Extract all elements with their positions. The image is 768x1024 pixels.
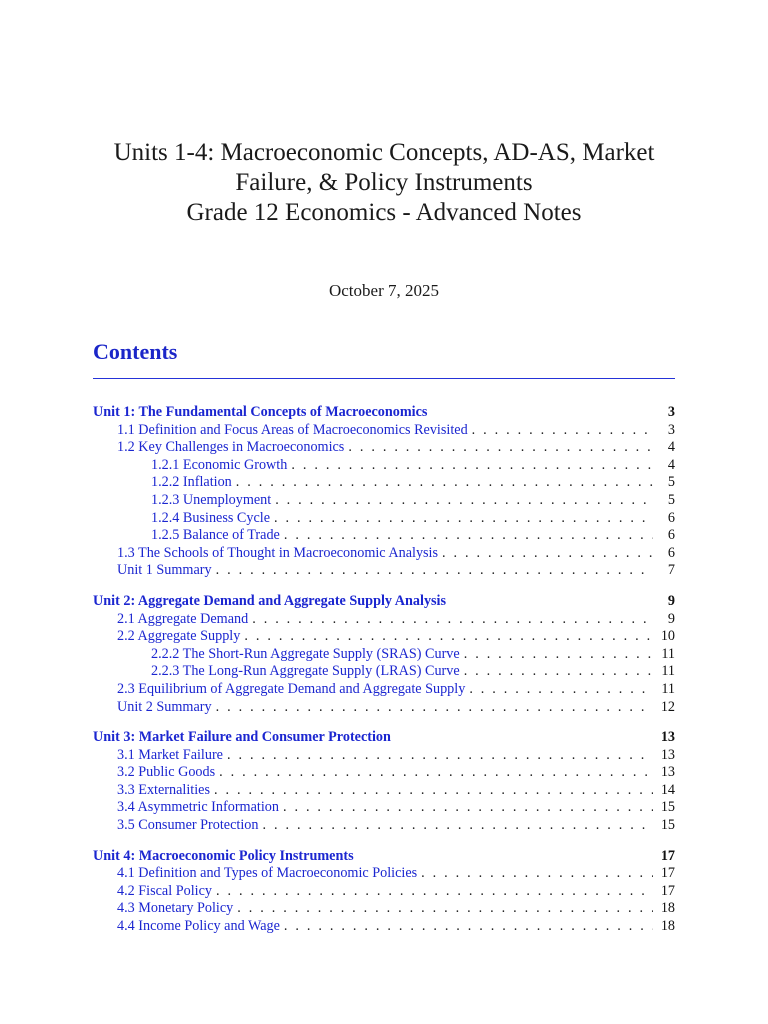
toc-dot-leader — [262, 817, 653, 835]
title-line-1: Units 1-4: Macroeconomic Concepts, AD-AS, Market — [113, 139, 655, 166]
toc-section-entry[interactable] — [93, 562, 675, 580]
toc-page-number: 6 — [667, 544, 675, 561]
toc-page-number: 17 — [660, 865, 675, 882]
toc-entry-label: 1.2 Key Challenges in Macroeconomics — [117, 439, 345, 456]
toc-page-number: 3 — [667, 404, 675, 420]
toc-dot-leader — [284, 527, 653, 545]
toc-subsection-entry[interactable] — [93, 457, 675, 475]
toc-section-entry[interactable] — [93, 817, 675, 835]
toc-section-entry[interactable] — [93, 628, 675, 646]
toc-section-entry[interactable] — [93, 699, 675, 717]
toc-entry-label: 1.2.2 Inflation — [151, 474, 232, 491]
toc-unit-entry[interactable] — [93, 404, 675, 422]
title-line-3: Grade 12 Economics - Advanced Notes — [186, 199, 582, 226]
toc-entry-label: Unit 3: Market Failure and Consumer Protection — [93, 729, 391, 746]
toc-section-entry[interactable] — [93, 764, 675, 782]
toc-entry-label: Unit 4: Macroeconomic Policy Instruments — [93, 847, 354, 864]
toc-dot-leader — [244, 628, 653, 646]
toc-dot-leader — [472, 422, 653, 440]
toc-entry-label: Unit 1 Summary — [117, 562, 212, 579]
toc-entry-label: 4.2 Fiscal Policy — [117, 882, 212, 899]
toc-entry-label: 3.4 Asymmetric Information — [117, 799, 279, 816]
toc-section-entry[interactable] — [93, 681, 675, 699]
toc-page-number: 12 — [660, 698, 675, 715]
toc-subsection-entry[interactable] — [93, 510, 675, 528]
toc-subsection-entry[interactable] — [93, 663, 675, 681]
toc-dot-leader — [291, 457, 653, 475]
toc-page-number: 7 — [667, 562, 675, 579]
toc-entry-label: 4.4 Income Policy and Wage — [117, 918, 280, 935]
toc-entry-label: 3.1 Market Failure — [117, 746, 223, 763]
toc-section-entry[interactable] — [93, 439, 675, 457]
toc-entry-label: 1.2.1 Economic Growth — [151, 456, 288, 473]
toc-dot-leader — [227, 747, 653, 765]
toc-dot-leader — [216, 699, 653, 717]
toc-entry-label: Unit 2 Summary — [117, 698, 212, 715]
toc-subsection-entry[interactable] — [93, 646, 675, 664]
toc-page-number: 13 — [660, 746, 675, 763]
toc-section-entry[interactable] — [93, 918, 675, 936]
toc-page-number: 4 — [667, 456, 675, 473]
toc-page-number: 10 — [660, 628, 675, 645]
toc-dot-leader — [284, 918, 653, 936]
toc-section-entry[interactable] — [93, 611, 675, 629]
toc-entry-label: 3.2 Public Goods — [117, 764, 216, 781]
toc-entry-label: 1.1 Definition and Focus Areas of Macroeconomics Revisited — [117, 421, 468, 438]
toc-page-number: 15 — [660, 817, 675, 834]
document-date: October 7, 2025 — [328, 281, 439, 300]
toc-section-entry[interactable] — [93, 900, 675, 918]
toc-page-number: 3 — [667, 421, 675, 438]
toc-page-number: 15 — [660, 799, 675, 816]
toc-section-entry[interactable] — [93, 422, 675, 440]
toc-page-number: 5 — [667, 474, 675, 491]
toc-entry-label: 1.2.5 Balance of Trade — [151, 527, 280, 544]
toc-page-number: 11 — [661, 645, 675, 662]
toc-dot-leader — [442, 545, 653, 563]
toc-entry-label: 2.1 Aggregate Demand — [117, 610, 249, 627]
toc-dot-leader — [469, 681, 653, 699]
toc-unit-entry[interactable] — [93, 593, 675, 611]
toc-entry-label: 3.3 Externalities — [117, 781, 210, 798]
toc-section-entry[interactable] — [93, 799, 675, 817]
contents-heading: Contents — [93, 339, 178, 364]
toc-entry-label: 1.2.3 Unemployment — [151, 491, 272, 508]
toc-entry-label: 3.5 Consumer Protection — [117, 817, 259, 834]
toc-section-entry[interactable] — [93, 883, 675, 901]
toc-page-number: 6 — [667, 509, 675, 526]
toc-entry-label: Unit 2: Aggregate Demand and Aggregate Supply Analysis — [93, 592, 447, 609]
toc-entry-label: 1.2.4 Business Cycle — [151, 509, 271, 526]
toc-page-number: 6 — [667, 527, 675, 544]
toc-dot-leader — [219, 764, 653, 782]
toc-subsection-entry[interactable] — [93, 474, 675, 492]
toc-entry-label: 1.3 The Schools of Thought in Macroeconomic Analysis — [117, 544, 439, 561]
toc-page-number: 9 — [667, 592, 675, 609]
toc-dot-leader — [252, 611, 653, 629]
title-line-2: Failure, & Policy Instruments — [235, 169, 533, 196]
toc-section-entry[interactable] — [93, 865, 675, 883]
toc-dot-leader — [348, 439, 653, 457]
toc-dot-leader — [216, 562, 653, 580]
toc-entry-label: 2.2 Aggregate Supply — [117, 628, 241, 645]
table-of-contents — [93, 402, 675, 936]
toc-page-number: 14 — [660, 781, 675, 798]
toc-dot-leader — [421, 865, 653, 883]
toc-page-number: 18 — [660, 900, 675, 917]
toc-subsection-entry[interactable] — [93, 492, 675, 510]
toc-dot-leader — [283, 799, 653, 817]
document-title — [0, 138, 768, 228]
toc-dot-leader — [464, 663, 653, 681]
toc-page-number: 17 — [660, 882, 675, 899]
toc-section-entry[interactable] — [93, 545, 675, 563]
toc-dot-leader — [216, 883, 653, 901]
contents-rule — [93, 378, 675, 379]
toc-dot-leader — [275, 492, 653, 510]
toc-dot-leader — [236, 474, 653, 492]
toc-page-number: 11 — [661, 680, 675, 697]
toc-page-number: 9 — [667, 610, 675, 627]
toc-dot-leader — [464, 646, 653, 664]
toc-dot-leader — [214, 782, 653, 800]
toc-entry-label: 4.1 Definition and Types of Macroeconomic Policies — [117, 865, 418, 882]
toc-section-entry[interactable] — [93, 782, 675, 800]
toc-unit-entry[interactable] — [93, 729, 675, 747]
toc-page-number: 17 — [660, 847, 675, 864]
toc-subsection-entry[interactable] — [93, 527, 675, 545]
toc-page-number: 5 — [667, 491, 675, 508]
toc-page-number: 13 — [660, 729, 675, 746]
toc-entry-label: 4.3 Monetary Policy — [117, 900, 234, 917]
toc-dot-leader — [237, 900, 653, 918]
toc-page-number: 11 — [661, 663, 675, 680]
toc-page-number: 18 — [660, 918, 675, 935]
toc-unit-entry[interactable] — [93, 848, 675, 866]
toc-page-number: 4 — [667, 439, 675, 456]
toc-entry-label: 2.2.3 The Long-Run Aggregate Supply (LRAS) Curve — [151, 663, 460, 680]
toc-entry-label: 2.2.2 The Short-Run Aggregate Supply (SRAS) Curve — [151, 645, 460, 662]
toc-entry-label: Unit 1: The Fundamental Concepts of Macroeconomics — [93, 404, 428, 420]
toc-entry-label: 2.3 Equilibrium of Aggregate Demand and Aggregate Supply — [117, 680, 466, 697]
toc-dot-leader — [274, 510, 653, 528]
toc-section-entry[interactable] — [93, 747, 675, 765]
toc-page-number: 13 — [660, 764, 675, 781]
